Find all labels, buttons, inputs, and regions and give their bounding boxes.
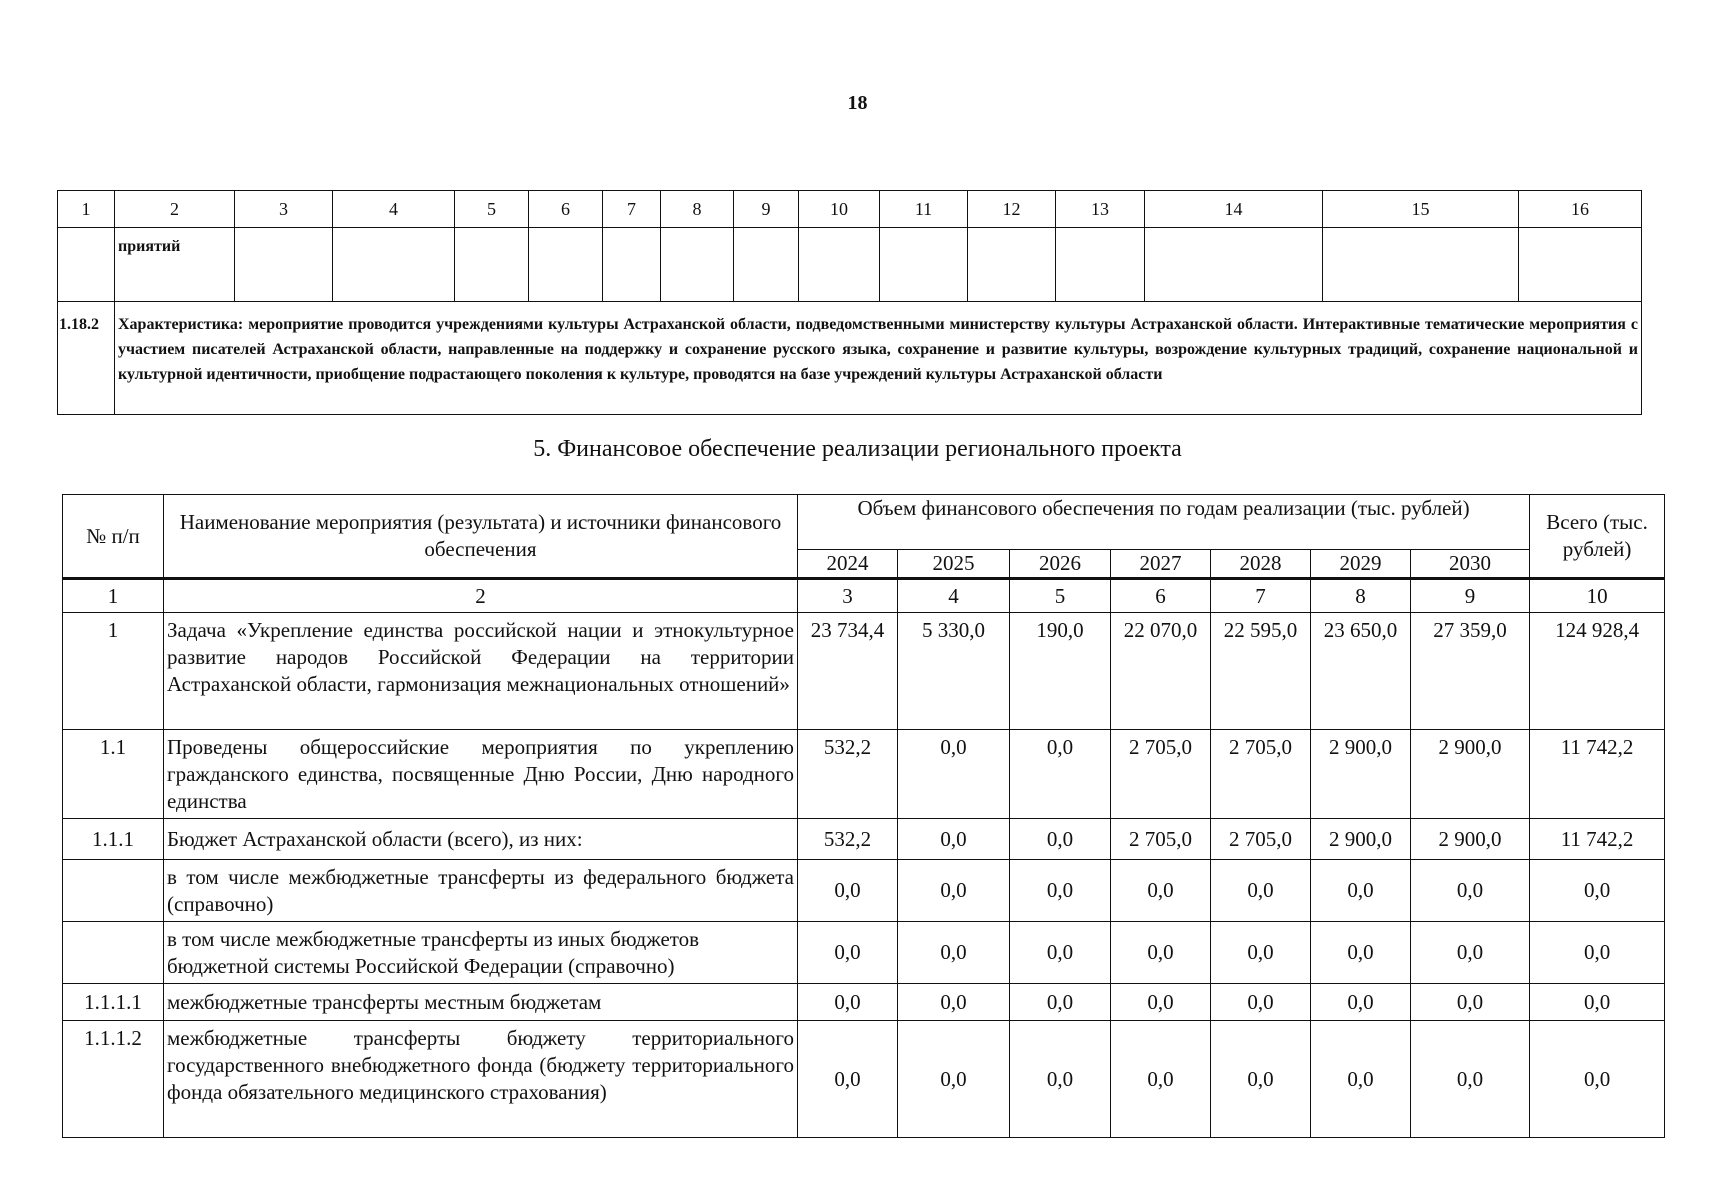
total-cell: 11 742,2 xyxy=(1530,819,1665,860)
row-name: в том числе межбюджетные трансферты из федерального бюджета (справочно) xyxy=(164,860,798,922)
column-number: 1 xyxy=(63,579,164,613)
value-cell: 190,0 xyxy=(1010,613,1111,730)
value-cell: 0,0 xyxy=(1010,1021,1111,1138)
row-number: 1.18.2 xyxy=(58,302,115,415)
year-header: 2030 xyxy=(1411,550,1530,579)
value-cell: 0,0 xyxy=(898,922,1010,984)
column-number: 12 xyxy=(968,191,1056,228)
value-cell: 0,0 xyxy=(898,1021,1010,1138)
column-number: 4 xyxy=(898,579,1010,613)
table-cell xyxy=(455,228,529,302)
value-cell: 0,0 xyxy=(1311,984,1411,1021)
year-header: 2026 xyxy=(1010,550,1111,579)
value-cell: 5 330,0 xyxy=(898,613,1010,730)
row-number: 1.1.1 xyxy=(63,819,164,860)
column-number: 13 xyxy=(1056,191,1145,228)
table-row xyxy=(63,1021,1665,1138)
header-total: Всего (тыс. рублей) xyxy=(1530,495,1665,579)
row-name: межбюджетные трансферты местным бюджетам xyxy=(164,984,798,1021)
section-title: 5. Финансовое обеспечение реализации регионального проекта xyxy=(533,436,1182,462)
value-cell: 532,2 xyxy=(798,730,898,819)
column-number: 8 xyxy=(1311,579,1411,613)
table-cell xyxy=(603,228,661,302)
value-cell: 0,0 xyxy=(798,984,898,1021)
table-cell xyxy=(661,228,734,302)
table-cell xyxy=(968,228,1056,302)
row-number: 1 xyxy=(63,613,164,730)
column-number: 5 xyxy=(455,191,529,228)
value-cell: 0,0 xyxy=(1010,860,1111,922)
value-cell: 0,0 xyxy=(1211,984,1311,1021)
header-name: Наименование мероприятия (результата) и источники финансового обеспечения xyxy=(164,495,798,579)
value-cell: 2 900,0 xyxy=(1411,730,1530,819)
column-number: 2 xyxy=(164,579,798,613)
table-row xyxy=(63,730,1665,819)
value-cell: 0,0 xyxy=(1111,922,1211,984)
value-cell: 0,0 xyxy=(1111,860,1211,922)
table-row xyxy=(63,860,1665,922)
year-header: 2029 xyxy=(1311,550,1411,579)
value-cell: 2 705,0 xyxy=(1111,819,1211,860)
row-name: Бюджет Астраханской области (всего), из них: xyxy=(164,819,798,860)
column-number: 3 xyxy=(798,579,898,613)
value-cell: 0,0 xyxy=(1111,984,1211,1021)
table-cell xyxy=(58,228,115,302)
value-cell: 0,0 xyxy=(798,922,898,984)
finance-table xyxy=(62,494,1665,1138)
column-number: 10 xyxy=(1530,579,1665,613)
year-header: 2024 xyxy=(798,550,898,579)
year-header: 2025 xyxy=(898,550,1010,579)
table-row xyxy=(63,819,1665,860)
row-number xyxy=(63,860,164,922)
column-number: 16 xyxy=(1519,191,1642,228)
column-number: 7 xyxy=(1211,579,1311,613)
column-number: 8 xyxy=(661,191,734,228)
row-name: Проведены общероссийские мероприятия по укреплению гражданского единства, посвященные Дню России, Дню народного единства xyxy=(164,730,798,819)
table-cell xyxy=(1145,228,1323,302)
value-cell: 23 650,0 xyxy=(1311,613,1411,730)
value-cell: 0,0 xyxy=(1111,1021,1211,1138)
value-cell: 23 734,4 xyxy=(798,613,898,730)
value-cell: 22 070,0 xyxy=(1111,613,1211,730)
value-cell: 0,0 xyxy=(798,860,898,922)
table-cell xyxy=(1519,228,1642,302)
characteristic-text: Характеристика: мероприятие проводится учреждениями культуры Астраханской области, подведомственными министерству культуры Астраханской области. Интерактивные тематические мероприятия с участием писателей Астраханской области, направленные на поддержку и сохранение русского языка, сохранение и развитие культуры, возрождение культурных традиций, сохранение национальной и культурной идентичности, приобщение подрастающего поколения к культуре, проводятся на базе учреждений культуры Астраханской области xyxy=(115,302,1642,415)
row-number: 1.1.1.2 xyxy=(63,1021,164,1138)
table-cell xyxy=(799,228,880,302)
value-cell: 0,0 xyxy=(1311,1021,1411,1138)
value-cell: 2 705,0 xyxy=(1211,819,1311,860)
column-number: 11 xyxy=(880,191,968,228)
value-cell: 0,0 xyxy=(1311,860,1411,922)
column-number: 15 xyxy=(1323,191,1519,228)
column-number: 9 xyxy=(734,191,799,228)
value-cell: 0,0 xyxy=(1411,860,1530,922)
header-num: № п/п xyxy=(63,495,164,579)
row-name: межбюджетные трансферты бюджету территориального государственного внебюджетного фонда (бюджету территориального фонда обязательного медицинского страхования) xyxy=(164,1021,798,1138)
row-number: 1.1 xyxy=(63,730,164,819)
value-cell: 27 359,0 xyxy=(1411,613,1530,730)
value-cell: 0,0 xyxy=(1411,1021,1530,1138)
total-cell: 124 928,4 xyxy=(1530,613,1665,730)
column-number: 10 xyxy=(799,191,880,228)
table-row xyxy=(63,984,1665,1021)
value-cell: 2 705,0 xyxy=(1111,730,1211,819)
column-number: 4 xyxy=(333,191,455,228)
finance-header-row xyxy=(63,495,1665,550)
row-number: 1.1.1.1 xyxy=(63,984,164,1021)
header-volume: Объем финансового обеспечения по годам реализации (тыс. рублей) xyxy=(798,495,1530,550)
value-cell: 0,0 xyxy=(1211,922,1311,984)
value-cell: 2 900,0 xyxy=(1311,730,1411,819)
table-cell xyxy=(529,228,603,302)
value-cell: 2 900,0 xyxy=(1311,819,1411,860)
value-cell: 22 595,0 xyxy=(1211,613,1311,730)
table-cell xyxy=(1056,228,1145,302)
value-cell: 0,0 xyxy=(898,819,1010,860)
value-cell: 0,0 xyxy=(1010,730,1111,819)
total-cell: 0,0 xyxy=(1530,1021,1665,1138)
value-cell: 2 900,0 xyxy=(1411,819,1530,860)
value-cell: 2 705,0 xyxy=(1211,730,1311,819)
value-cell: 0,0 xyxy=(898,730,1010,819)
row-name: в том числе межбюджетные трансферты из иных бюджетов бюджетной системы Российской Федерации (справочно) xyxy=(164,922,798,984)
value-cell: 0,0 xyxy=(1311,922,1411,984)
value-cell: 0,0 xyxy=(798,1021,898,1138)
column-number: 2 xyxy=(115,191,235,228)
continued-table-header xyxy=(58,191,1642,228)
column-number: 14 xyxy=(1145,191,1323,228)
total-cell: 0,0 xyxy=(1530,922,1665,984)
value-cell: 0,0 xyxy=(1010,984,1111,1021)
value-cell: 532,2 xyxy=(798,819,898,860)
total-cell: 0,0 xyxy=(1530,984,1665,1021)
value-cell: 0,0 xyxy=(1010,819,1111,860)
value-cell: 0,0 xyxy=(1010,922,1111,984)
table-cell xyxy=(1323,228,1519,302)
table-row xyxy=(58,228,1642,302)
column-number: 6 xyxy=(529,191,603,228)
column-number: 6 xyxy=(1111,579,1211,613)
page-number: 18 xyxy=(847,92,868,114)
value-cell: 0,0 xyxy=(1411,984,1530,1021)
value-cell: 0,0 xyxy=(1211,1021,1311,1138)
row-name: Задача «Укрепление единства российской нации и этнокультурное развитие народов Российской Федерации на территории Астраханской области, гармонизация межнациональных отношений» xyxy=(164,613,798,730)
table-cell xyxy=(880,228,968,302)
table-cell xyxy=(333,228,455,302)
column-numbers-row xyxy=(63,579,1665,613)
column-number: 3 xyxy=(235,191,333,228)
value-cell: 0,0 xyxy=(1411,922,1530,984)
year-header: 2028 xyxy=(1211,550,1311,579)
value-cell: 0,0 xyxy=(898,984,1010,1021)
continued-table xyxy=(57,190,1642,415)
table-row xyxy=(63,922,1665,984)
total-cell: 11 742,2 xyxy=(1530,730,1665,819)
column-number: 5 xyxy=(1010,579,1111,613)
table-cell xyxy=(235,228,333,302)
row-number xyxy=(63,922,164,984)
year-header: 2027 xyxy=(1111,550,1211,579)
continued-text: приятий xyxy=(115,228,235,302)
value-cell: 0,0 xyxy=(898,860,1010,922)
value-cell: 0,0 xyxy=(1211,860,1311,922)
column-number: 9 xyxy=(1411,579,1530,613)
table-row xyxy=(58,302,1642,415)
column-number: 7 xyxy=(603,191,661,228)
table-row xyxy=(63,613,1665,730)
column-number: 1 xyxy=(58,191,115,228)
total-cell: 0,0 xyxy=(1530,860,1665,922)
table-cell xyxy=(734,228,799,302)
